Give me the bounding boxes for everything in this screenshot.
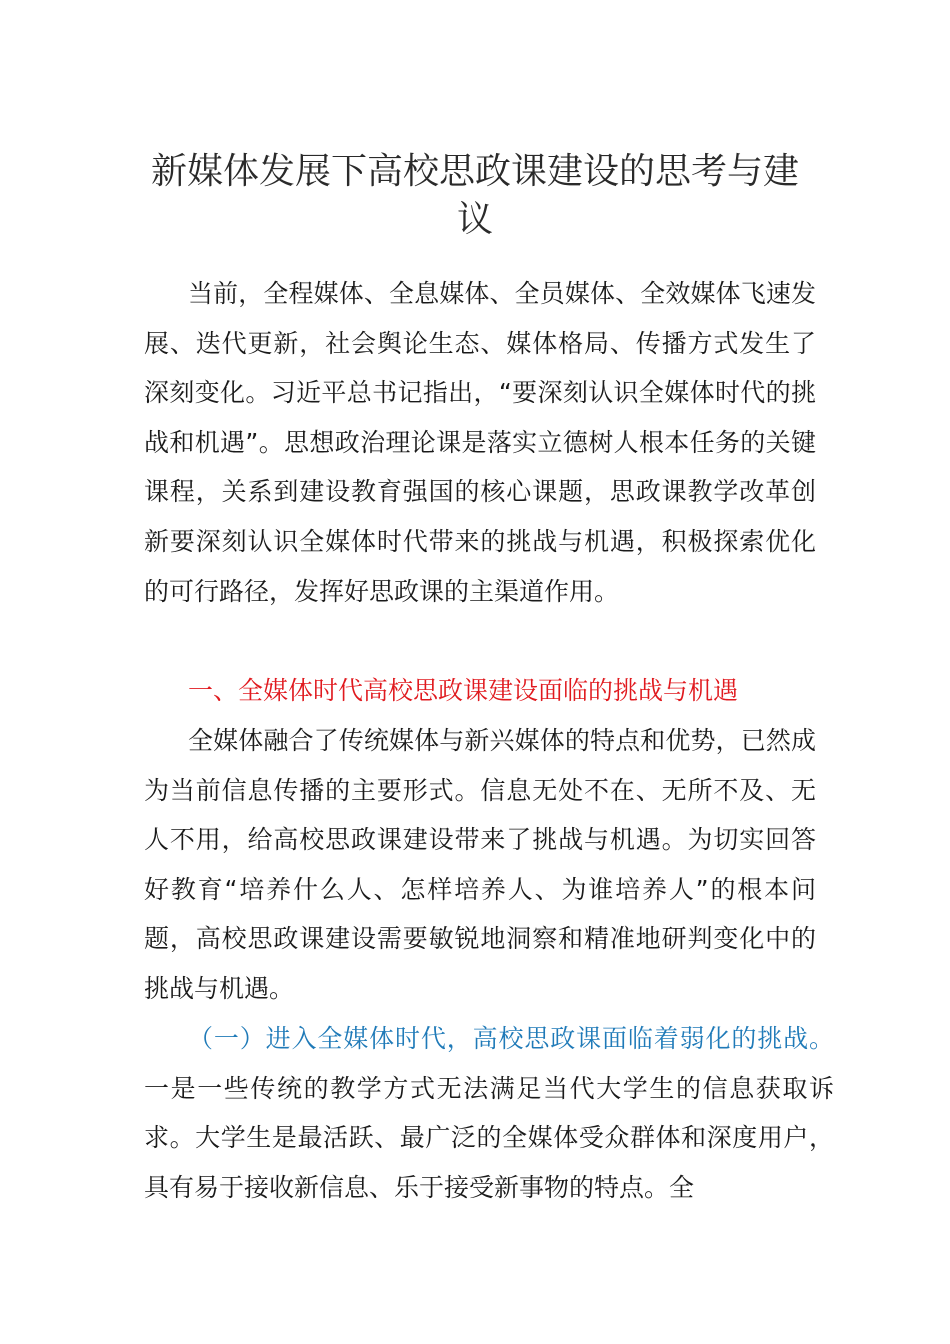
section-1-paragraph: 全媒体融合了传统媒体与新兴媒体的特点和优势，已然成为当前信息传播的主要形式。信息无处不在、无所不及、无人不用，给高校思政课建设带来了挑战与机遇。为切实回答好教育“培养什么人、怎样培养人、为谁培养人”的根本问题，高校思政课建设需要敏锐地洞察和精准地研判变化中的挑战与机遇。 [144, 726, 816, 1003]
section-heading-1: 一、全媒体时代高校思政课建设面临的挑战与机遇 [188, 676, 739, 705]
subsection-heading-1: （一）进入全媒体时代，高校思政课面临着弱化的挑战。 [188, 1024, 834, 1053]
document-title: 新媒体发展下高校思政课建设的思考与建议 [150, 151, 799, 240]
subsection-1-paragraph: 一是一些传统的教学方式无法满足当代大学生的信息获取诉求。大学生是最活跃、最广泛的全媒体受众群体和深度用户，具有易于接收新信息、乐于接受新事物的特点。全 [144, 1073, 834, 1202]
intro-paragraph: 当前，全程媒体、全息媒体、全员媒体、全效媒体飞速发展、迭代更新，社会舆论生态、媒体格局、传播方式发生了深刻变化。习近平总书记指出，“要深刻认识全媒体时代的挑战和机遇”。思想政治理论课是落实立德树人根本任务的关键课程，关系到建设教育强国的核心课题，思政课教学改革创新要深刻认识全媒体时代带来的挑战与机遇，积极探索优化的可行路径，发挥好思政课的主渠道作用。 [144, 279, 816, 606]
subsection-block [144, 1014, 834, 1212]
